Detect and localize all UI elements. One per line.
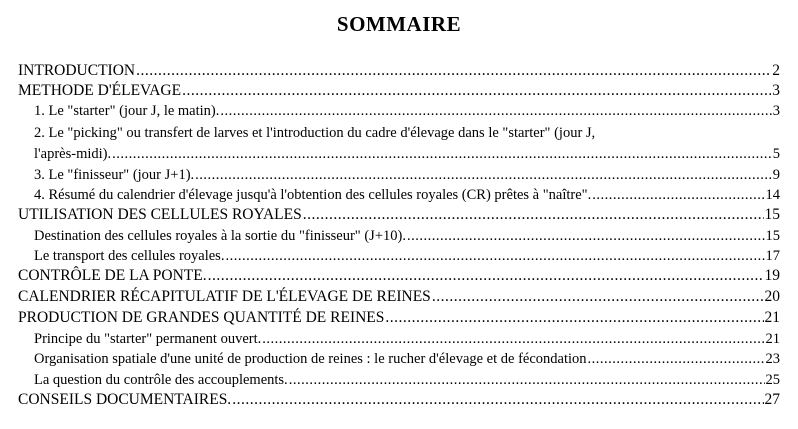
toc-entry-starter[interactable]: [34, 101, 780, 121]
toc-entry-label: Organisation spatiale d'une unité de production de reines : le rucher d'élevage et de fécondation: [34, 351, 587, 367]
leader-dots: [136, 61, 771, 81]
toc-entry-utilisation-cellules[interactable]: [18, 205, 780, 225]
toc-entry-label-continued: l'après-midi).: [34, 146, 112, 162]
toc-entry-label: La question du contrôle des accouplements.: [34, 372, 288, 388]
toc-page-number: 15: [764, 206, 780, 223]
toc-entry-picking-continued[interactable]: [34, 144, 780, 164]
toc-entry-introduction[interactable]: [18, 61, 780, 81]
toc-entry-label: Le transport des cellules royales.: [34, 248, 225, 264]
toc-entry-label: CONSEILS DOCUMENTAIRES.: [18, 391, 232, 408]
leader-dots: [385, 308, 763, 328]
toc-page-number: 15: [765, 228, 780, 244]
toc-entry-label: CONTRÔLE DE LA PONTE.: [18, 267, 207, 284]
toc-page-number: 9: [772, 167, 780, 183]
toc-entry-finisseur[interactable]: [34, 165, 780, 185]
toc-entry-calendrier-recapitulatif[interactable]: [18, 287, 780, 307]
toc-page-number: 23: [765, 351, 780, 367]
toc-entry-label: CALENDRIER RÉCAPITULATIF DE L'ÉLEVAGE DE REINES: [18, 288, 431, 305]
toc-entry-label: Principe du "starter" permanent ouvert.: [34, 331, 262, 347]
toc-entry-conseils-documentaires[interactable]: [18, 390, 780, 410]
toc-entry-controle-accouplements[interactable]: [34, 370, 780, 390]
leader-dots: [588, 349, 765, 369]
toc-page-number: 21: [764, 309, 780, 326]
leader-dots: [592, 185, 764, 205]
leader-dots: [303, 205, 764, 225]
page-title: SOMMAIRE: [336, 12, 462, 36]
toc-page-number: 27: [764, 391, 780, 408]
toc-entry-label: Destination des cellules royales à la sortie du "finisseur" (J+10).: [34, 228, 406, 244]
toc-entry-label: 4. Résumé du calendrier d'élevage jusqu'à l'obtention des cellules royales (CR) prêtes à "naître".: [34, 187, 592, 203]
toc-page-number: 20: [764, 288, 780, 305]
toc-entry-label: INTRODUCTION: [18, 62, 136, 79]
toc-entry-label: 3. Le "finisseur" (jour J+1).: [34, 167, 195, 183]
toc-entry-production-quantite[interactable]: [18, 308, 780, 328]
toc-page-number: 2: [772, 62, 780, 79]
toc-entry-destination-cellules[interactable]: [34, 226, 780, 246]
leader-dots: [195, 165, 772, 185]
leader-dots: [112, 144, 772, 164]
toc-entry-label: UTILISATION DES CELLULES ROYALES: [18, 206, 302, 223]
toc-entry-transport-cellules[interactable]: [34, 246, 780, 266]
toc-entry-controle-ponte[interactable]: [18, 266, 780, 286]
toc-entry-organisation-spatiale[interactable]: [34, 349, 780, 369]
toc-entry-methode-elevage[interactable]: [18, 81, 780, 101]
toc-page-number: 25: [765, 372, 780, 388]
leader-dots: [225, 246, 764, 266]
toc-entry-resume-calendrier[interactable]: [34, 185, 780, 205]
leader-dots: [262, 329, 764, 349]
leader-dots: [407, 226, 765, 246]
toc-page-number: 19: [764, 267, 780, 284]
toc-entry-picking[interactable]: [34, 123, 780, 143]
leader-dots: [182, 81, 771, 101]
toc-page-number: 21: [765, 331, 780, 347]
toc-page-number: 17: [765, 248, 780, 264]
toc-page-number: 5: [772, 146, 780, 162]
toc-page-number: 3: [772, 103, 780, 119]
leader-dots: [432, 287, 764, 307]
toc-page-number: 3: [772, 82, 780, 99]
toc-entry-label: METHODE D'ÉLEVAGE: [18, 82, 182, 99]
leader-dots: [232, 390, 763, 410]
leader-dots: [289, 370, 765, 390]
toc-entry-label: 2. Le "picking" ou transfert de larves et l'introduction du cadre d'élevage dans le "starter" (jour J,: [34, 125, 596, 141]
toc-entry-label: PRODUCTION DE GRANDES QUANTITÉ DE REINES: [18, 309, 385, 326]
toc-entry-label: 1. Le "starter" (jour J, le matin).: [34, 103, 220, 119]
leader-dots: [220, 101, 771, 121]
toc-entry-principe-starter[interactable]: [34, 329, 780, 349]
toc-page-number: 14: [765, 187, 780, 203]
leader-dots: [208, 266, 764, 286]
